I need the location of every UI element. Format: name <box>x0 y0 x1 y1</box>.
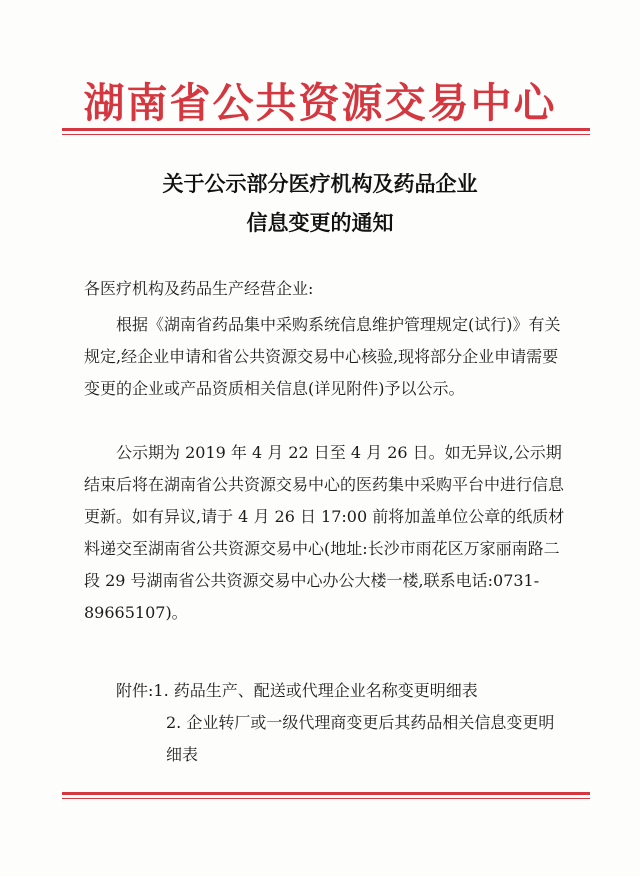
footer-red-rule-thin <box>62 798 590 799</box>
attachment-item-2: 2. 企业转厂或一级代理商变更后其药品相关信息变更明细表 <box>166 713 555 764</box>
footer-red-rule-thick <box>62 792 590 795</box>
org-header-title: 湖南省公共资源交易中心 <box>83 79 557 127</box>
attachment-label: 附件: <box>116 681 154 700</box>
header-red-rule-thin <box>62 134 590 135</box>
salutation: 各医疗机构及药品生产经营企业: <box>84 279 314 298</box>
notice-title-line2: 信息变更的通知 <box>246 210 394 235</box>
attachment-item-1 <box>116 675 478 707</box>
notice-title-line1: 关于公示部分医疗机构及药品企业 <box>162 171 478 196</box>
body-paragraph-1: 根据《湖南省药品集中采购系统信息维护管理规定(试行)》有关规定,经企业申请和省公共资源交易中心核验,现将部分企业申请需要变更的企业或产品资质相关信息(详见附件)予以公示。 <box>84 315 561 398</box>
attachment-item-1-text: 1. 药品生产、配送或代理企业名称变更明细表 <box>153 681 478 700</box>
header-red-rule-thick <box>62 128 590 131</box>
body-paragraph-2: 公示期为 2019 年 4 月 22 日至 4 月 26 日。如无异议,公示期结束后将在湖南省公共资源交易中心的医药集中采购平台中进行信息更新。如有异议,请于 4 月 26 日 17:00 前将加盖单位公章的纸质材料递交至湖南省公共资源交易中心(地址:长沙市雨花区万家丽南路二段 29 号湖南省公共资源交易中心办公大楼一楼,联系电话:0731-89665107)。 <box>84 443 565 622</box>
